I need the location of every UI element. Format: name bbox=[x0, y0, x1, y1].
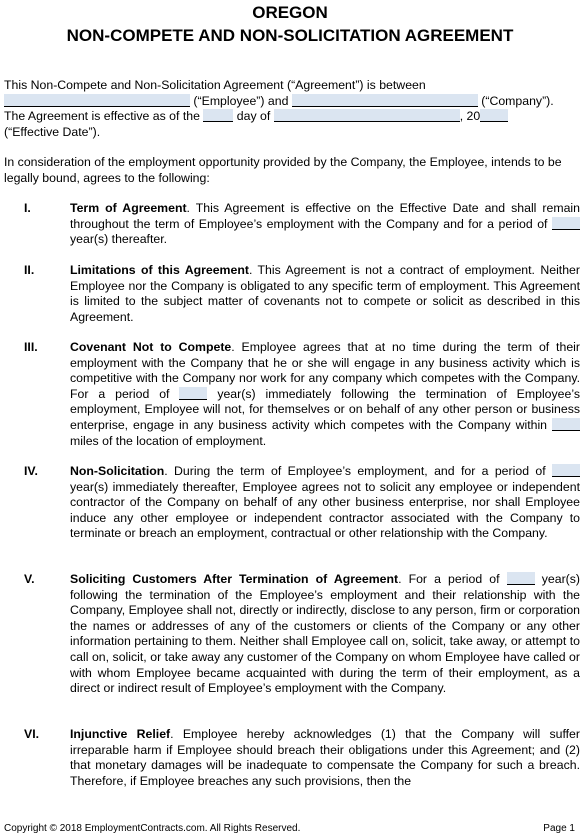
consideration-paragraph: In consideration of the employment opportunity provided by the Company, the Employee, intends to be legally bound, agrees to the following: bbox=[4, 155, 562, 185]
intro-line-2: (“Employee”) and (“Company”). bbox=[4, 94, 576, 110]
effective-year-field[interactable] bbox=[480, 109, 508, 122]
customer-solicitation-years-field[interactable] bbox=[507, 572, 535, 585]
noncompete-years-field[interactable] bbox=[179, 387, 207, 400]
nonsolicitation-years-field[interactable] bbox=[552, 464, 580, 477]
section-heading: Limitations of this Agreement bbox=[70, 263, 249, 277]
employee-name-field[interactable] bbox=[4, 94, 190, 107]
intro-line-4: (“Effective Date”). bbox=[4, 124, 101, 139]
noncompete-miles-field[interactable] bbox=[552, 418, 580, 431]
intro-line-1: This Non-Compete and Non-Solicitation Agreement (“Agreement”) is between bbox=[4, 78, 426, 92]
term-years-field[interactable] bbox=[552, 217, 580, 230]
section-heading: Covenant Not to Compete bbox=[70, 340, 232, 354]
section-number: II. bbox=[24, 263, 35, 277]
document-title: NON-COMPETE AND NON-SOLICITATION AGREEMENT bbox=[66, 26, 514, 45]
section-heading: Injunctive Relief bbox=[70, 727, 171, 741]
section-text: Limitations of this Agreement. This Agreement is not a contract of employment. Neither Employee nor the Company is obligated to any specific term of employment. This Agreement is limited to the subject matter of covenants not to compete or solicit as described in this Agreement. bbox=[70, 263, 580, 324]
section-text: Soliciting Customers After Termination of Agreement. For a period of year(s) following the termination of the Employee’s employment and their relationship with the Company, Employee shall not, directly or indirectly, disclose to any person, firm or corporation the names or addresses of any of the customers or clients of the Company or any other information pertaining to them. Neither shall Employee call on, solicit, take away, or attempt to call on, solicit, or take away any customer of the Company on whom Employee have called or with whom Employee became acquainted with during the term of their employment, as a direct or indirect result of Employee’s employment with the Company. bbox=[70, 572, 580, 696]
section-heading: Soliciting Customers After Termination of Agreement bbox=[70, 572, 399, 586]
section-heading: Term of Agreement bbox=[70, 201, 187, 215]
intro-paragraph bbox=[4, 78, 576, 140]
section-heading: Non-Solicitation bbox=[70, 464, 165, 478]
document-state-title: OREGON bbox=[252, 3, 328, 22]
effective-day-field[interactable] bbox=[203, 109, 233, 122]
company-name-field[interactable] bbox=[292, 94, 478, 107]
section-number: I. bbox=[24, 201, 31, 215]
section-text: Covenant Not to Compete. Employee agrees that at no time during the term of their employment with the Company that he or she will engage in any business activity which is competitive with the Company nor work for any company which competes with the Company. For a period of year(s) immediately following the termination of Employee’s employment, Employee will not, for themselves or on behalf of any other person or business enterprise, engage in any business activity which competes with the Company within miles of the location of employment. bbox=[70, 340, 580, 448]
footer-copyright: Copyright © 2018 EmploymentContracts.com. All Rights Reserved. bbox=[4, 823, 301, 834]
section-text: Injunctive Relief. Employee hereby acknowledges (1) that the Company will suffer irreparable harm if Employee should breach their obligations under this Agreement; and (2) that monetary damages will be inadequate to compensate the Company for such a breach. Therefore, if Employee breaches any such provisions, then the bbox=[70, 727, 580, 788]
section-number: VI. bbox=[24, 727, 40, 741]
section-number: III. bbox=[24, 340, 38, 354]
effective-month-field[interactable] bbox=[274, 109, 460, 122]
section-number: IV. bbox=[24, 464, 38, 478]
section-text: Non-Solicitation. During the term of Employee’s employment, and for a period of year(s) immediately thereafter, Employee agrees not to solicit any employee or independent contractor of the Company on behalf of any other business enterprise, nor shall Employee induce any other employee or independent contractor associated with the Company to terminate or breach an employment, contractual or other relationship with the Company. bbox=[70, 464, 580, 541]
section-number: V. bbox=[24, 572, 35, 586]
intro-line-3: The Agreement is effective as of the day of , 20 bbox=[4, 109, 576, 125]
footer-page-number: Page 1 bbox=[543, 823, 575, 834]
section-text: Term of Agreement. This Agreement is effective on the Effective Date and shall remain throughout the term of Employee’s employment with the Company and for a period of year(s) thereafter. bbox=[70, 201, 580, 247]
